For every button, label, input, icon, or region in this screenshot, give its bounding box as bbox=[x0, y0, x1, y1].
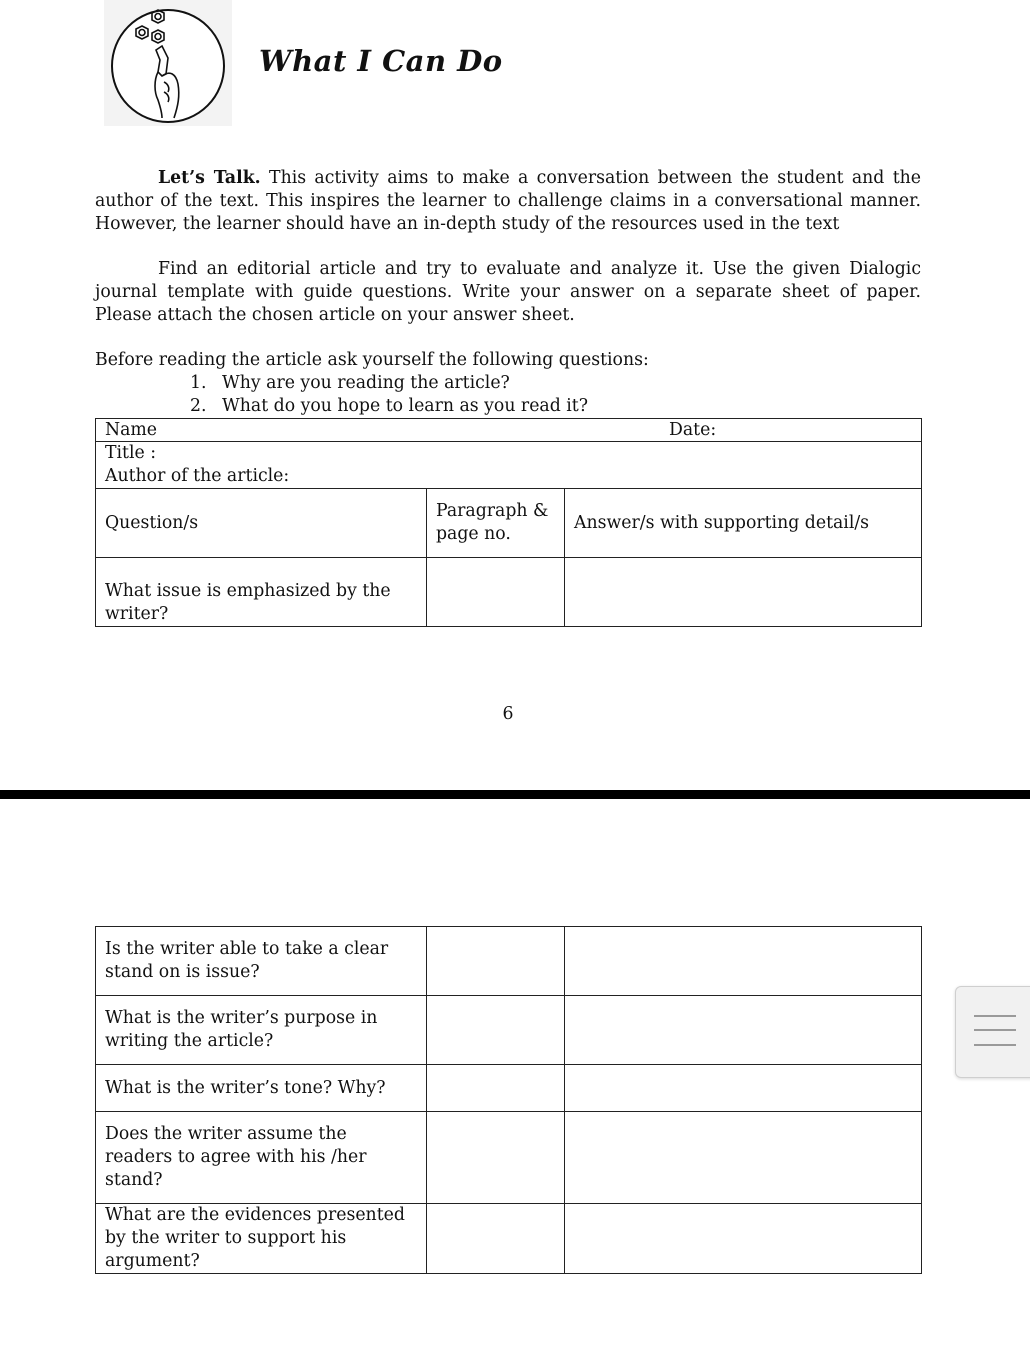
pre-reading-prompt: Before reading the article ask yourself the following questions: bbox=[95, 350, 649, 370]
list-item: 1. Why are you reading the article? bbox=[190, 373, 510, 393]
question-cell: What are the evidences presented by the writer to support his argument? bbox=[96, 1204, 427, 1274]
question-cell: Is the writer able to take a clear stand on is issue? bbox=[96, 927, 427, 996]
menu-line-icon bbox=[974, 1044, 1016, 1046]
intro-lead: Let’s Talk. bbox=[158, 168, 261, 188]
question-cell: What is the writer’s purpose in writing the article? bbox=[96, 996, 427, 1065]
question-cell: What issue is emphasized by the writer? bbox=[96, 558, 427, 627]
title-label: Title : bbox=[105, 443, 157, 463]
answer-cell bbox=[565, 996, 922, 1065]
section-title: What I Can Do bbox=[259, 44, 503, 78]
name-label: Name bbox=[105, 420, 158, 440]
paragraph-cell bbox=[427, 996, 565, 1065]
date-label: Date: bbox=[669, 420, 717, 440]
paragraph-cell bbox=[427, 1065, 565, 1112]
intro-text: This activity aims to make a conversation between the student and the author of the text. This inspires the learner to challenge claims in a conversational manner. However, the learner should have an in-depth study of the resources used in the text bbox=[95, 168, 921, 234]
paragraph-cell bbox=[427, 1204, 565, 1274]
paragraph-cell bbox=[427, 927, 565, 996]
paragraph-cell bbox=[427, 558, 565, 627]
hand-with-nuts-icon bbox=[104, 0, 232, 126]
dialogic-journal-table bbox=[95, 418, 922, 627]
question-cell: Does the writer assume the readers to agree with his /her stand? bbox=[96, 1112, 427, 1204]
question-cell: What is the writer’s tone? Why? bbox=[96, 1065, 427, 1112]
page-break-divider bbox=[0, 790, 1030, 799]
column-header-answer: Answer/s with supporting detail/s bbox=[565, 489, 922, 558]
answer-cell bbox=[565, 927, 922, 996]
paragraph-cell bbox=[427, 1112, 565, 1204]
instructions-paragraph: Find an editorial article and try to evaluate and analyze it. Use the given Dialogic journal template with guide questions. Write your answer on a separate sheet of paper. Please attach the chosen article on your answer sheet. bbox=[95, 259, 921, 325]
answer-cell bbox=[565, 1204, 922, 1274]
name-date-row bbox=[96, 419, 922, 442]
page-number: 6 bbox=[502, 704, 514, 724]
column-header-question: Question/s bbox=[96, 489, 427, 558]
list-item: 2. What do you hope to learn as you read it? bbox=[190, 396, 589, 416]
dialogic-journal-table-continued bbox=[95, 926, 922, 1274]
pre-reading-questions bbox=[190, 372, 588, 418]
author-label: Author of the article: bbox=[105, 466, 290, 486]
menu-line-icon bbox=[974, 1029, 1016, 1031]
side-panel-toggle[interactable] bbox=[955, 986, 1030, 1078]
intro-paragraph bbox=[95, 167, 921, 236]
answer-cell bbox=[565, 1065, 922, 1112]
answer-cell bbox=[565, 558, 922, 627]
answer-cell bbox=[565, 1112, 922, 1204]
column-header-paragraph: Paragraph & page no. bbox=[427, 489, 565, 558]
menu-line-icon bbox=[974, 1015, 1016, 1017]
title-author-row bbox=[96, 442, 922, 489]
